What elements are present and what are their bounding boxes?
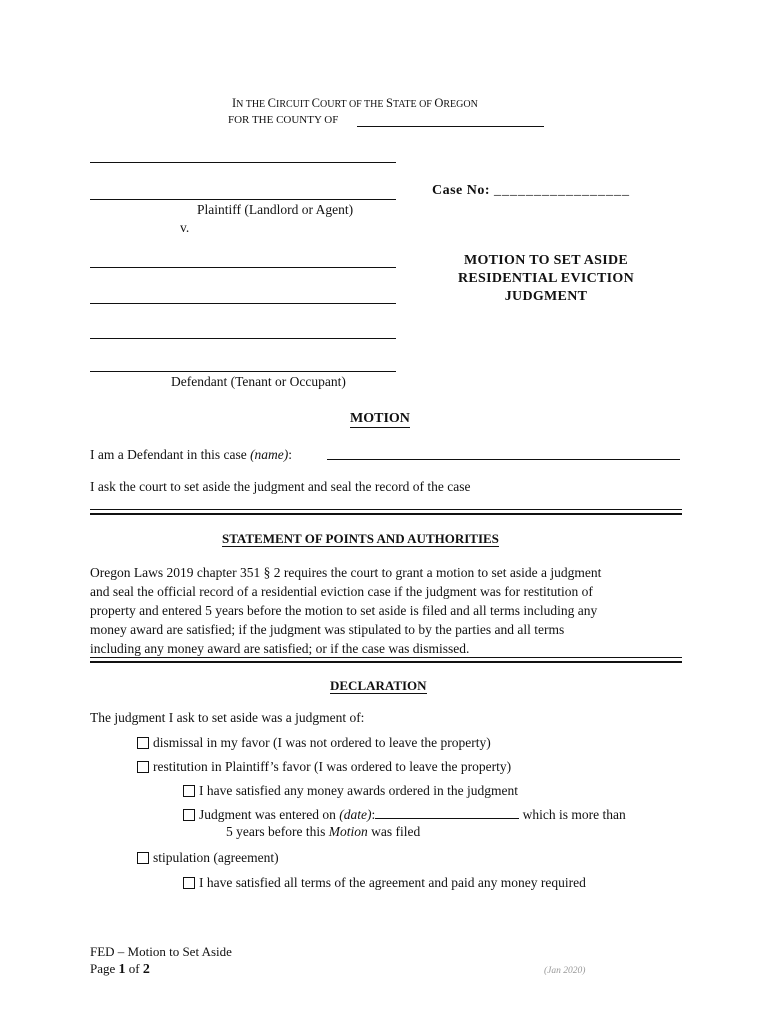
document-title: MOTION TO SET ASIDE RESIDENTIAL EVICTION JUDGMENT bbox=[458, 253, 634, 304]
defendant-line-3[interactable] bbox=[90, 338, 396, 339]
money-satisfied-checkbox[interactable] bbox=[183, 785, 195, 797]
declaration-heading: DECLARATION bbox=[330, 678, 427, 693]
entered-date-field[interactable] bbox=[375, 807, 519, 819]
plaintiff-line-2[interactable] bbox=[90, 199, 396, 200]
restitution-checkbox[interactable] bbox=[137, 761, 149, 773]
suboption-entered-date: Judgment was entered on (date): which is more than bbox=[183, 807, 626, 823]
footer-form-name: FED – Motion to Set Aside bbox=[90, 944, 232, 959]
suboption-money-satisfied: I have satisfied any money awards ordered in the judgment bbox=[183, 783, 518, 799]
declaration-intro: The judgment I ask to set aside was a judgment of: bbox=[90, 710, 365, 725]
motion-heading: MOTION bbox=[350, 411, 410, 426]
court-heading-line1: IN THE CIRCUIT COURT OF THE STATE OF OREGON bbox=[232, 96, 478, 110]
points-heading: STATEMENT OF POINTS AND AUTHORITIES bbox=[222, 531, 499, 546]
plaintiff-label: Plaintiff (Landlord or Agent) bbox=[197, 202, 354, 217]
option-dismissal: dismissal in my favor (I was not ordered to leave the property) bbox=[137, 735, 491, 751]
defendant-line-2[interactable] bbox=[90, 303, 396, 304]
suboption-stipulation-satisfied: I have satisfied all terms of the agreement and paid any money required bbox=[183, 875, 586, 891]
stipulation-checkbox[interactable] bbox=[137, 852, 149, 864]
points-body: Oregon Laws 2019 chapter 351 § 2 requires the court to grant a motion to set aside a judgment and seal the official record of a residential eviction case if the judgment was for restitution of property and entered 5 years before the motion to set aside is filed and all terms including any money award are satisfied; if the judgment was stipulated to by the parties and all terms including any money award are satisfied; or if the case was dismissed. bbox=[90, 565, 602, 656]
footer-page-number: Page 1 of 2 bbox=[90, 961, 150, 977]
motion-request: I ask the court to set aside the judgment and seal the record of the case bbox=[90, 479, 471, 494]
option-restitution: restitution in Plaintiff’s favor (I was ordered to leave the property) bbox=[137, 759, 511, 775]
entered-date-checkbox[interactable] bbox=[183, 809, 195, 821]
defendant-label: Defendant (Tenant or Occupant) bbox=[171, 374, 346, 389]
case-number-label: Case No: _________________ bbox=[432, 183, 631, 198]
county-field[interactable] bbox=[357, 126, 544, 127]
dismissal-checkbox[interactable] bbox=[137, 737, 149, 749]
section-divider bbox=[90, 509, 682, 515]
stipulation-satisfied-checkbox[interactable] bbox=[183, 877, 195, 889]
defendant-line-1[interactable] bbox=[90, 267, 396, 268]
court-heading-line2: FOR THE COUNTY OF bbox=[228, 114, 339, 126]
footer-revision: (Jan 2020) bbox=[544, 966, 586, 976]
case-number-field[interactable]: _________________ bbox=[494, 183, 631, 198]
defendant-name-field[interactable] bbox=[327, 459, 680, 460]
defendant-name-statement: I am a Defendant in this case (name): bbox=[90, 447, 293, 462]
defendant-line-4[interactable] bbox=[90, 371, 396, 372]
section-divider bbox=[90, 657, 682, 663]
plaintiff-line-1[interactable] bbox=[90, 162, 396, 163]
option-stipulation: stipulation (agreement) bbox=[137, 850, 279, 866]
suboption-entered-date-line2: 5 years before this Motion was filed bbox=[226, 824, 421, 839]
versus-label: v. bbox=[180, 220, 190, 235]
